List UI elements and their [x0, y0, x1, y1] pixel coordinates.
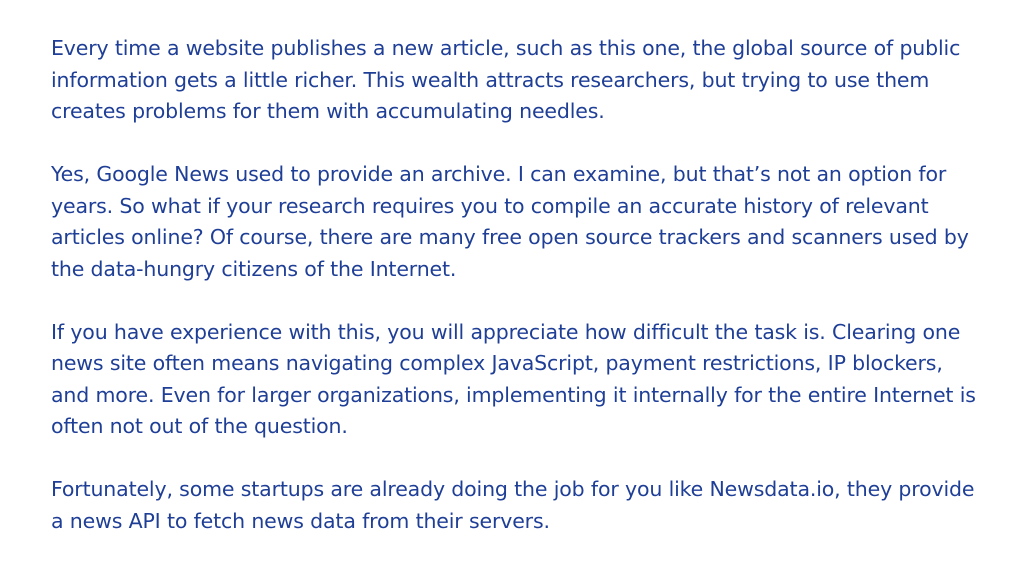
paragraph-newsdata: Fortunately, some startups are already doing the job for you like Newsdata.io, they provide a news API to fetch news data from their servers. — [51, 477, 975, 533]
paragraph-intro: Every time a website publishes a new article, such as this one, the global source of public information gets a little richer. This wealth attracts researchers, but trying to use them creates problems for them with accumulating needles. — [51, 36, 961, 123]
article-body — [51, 33, 986, 537]
paragraph-difficulty: If you have experience with this, you will appreciate how difficult the task is. Clearing one news site often means navigating complex JavaScript, payment restrictions, IP blockers, and more. Even for larger organizations, implementing it internally for the entire Internet is often not out of the question. — [51, 319, 976, 438]
paragraph-google-news: Yes, Google News used to provide an archive. I can examine, but that’s not an option for years. So what if your research requires you to compile an accurate history of relevant articles online? Of course, there are many free open source trackers and scanners used by the data-hungry citizens of the Internet. — [51, 162, 969, 281]
